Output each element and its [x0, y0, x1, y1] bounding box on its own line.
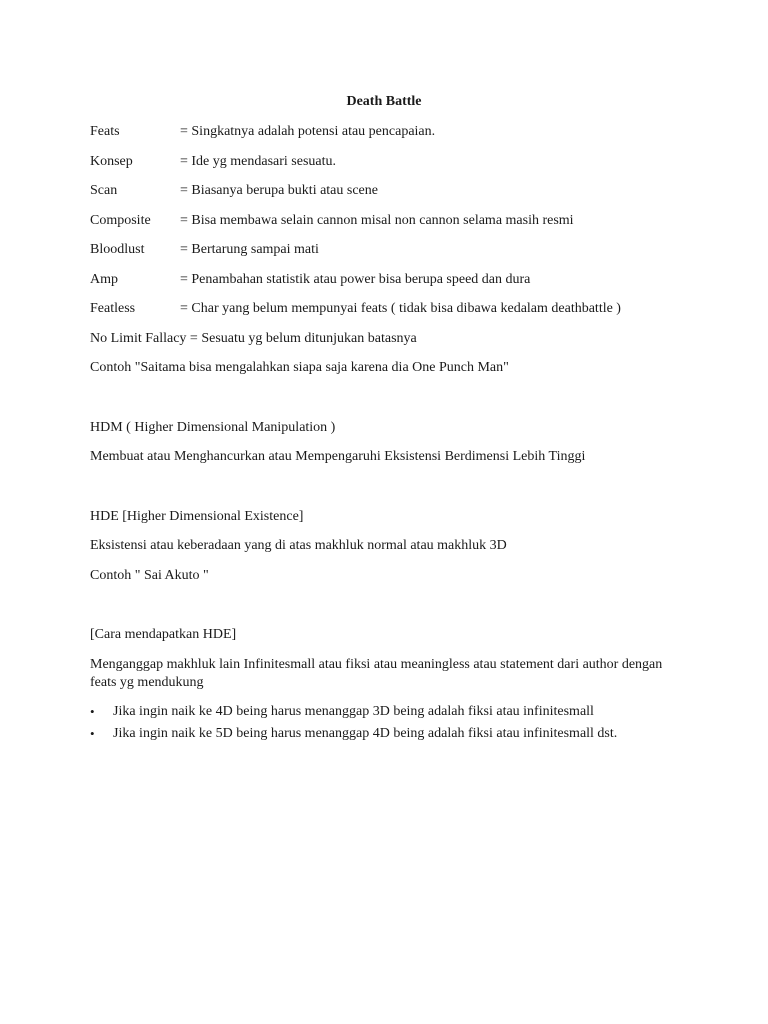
definition-term: Konsep	[90, 153, 133, 169]
definition-text: = Singkatnya adalah potensi atau pencapaian.	[180, 124, 436, 139]
hde-description: Eksistensi atau keberadaan yang di atas makhluk normal atau makhluk 3D	[90, 538, 507, 553]
hdm-heading: HDM ( Higher Dimensional Manipulation )	[90, 419, 336, 435]
definition-feats	[90, 123, 690, 141]
definition-scan	[90, 182, 690, 200]
list-item	[90, 703, 690, 721]
definition-text: = Biasanya berupa bukti atau scene	[180, 183, 378, 198]
list-item-text: Jika ingin naik ke 4D being harus menanggap 3D being adalah fiksi atau infinitesmall	[113, 704, 594, 719]
definition-term: Feats	[90, 124, 120, 139]
document-title: Death Battle	[346, 94, 422, 109]
definition-composite	[90, 212, 690, 230]
definition-text: = Bisa membawa selain cannon misal non cannon selama masih resmi	[180, 212, 574, 228]
list-item-text: Jika ingin naik ke 5D being harus menanggap 4D being adalah fiksi atau infinitesmall dst.	[113, 726, 618, 741]
definition-konsep	[90, 153, 690, 171]
definition-text: = Penambahan statistik atau power bisa berupa speed dan dura	[180, 271, 531, 287]
definition-term: Amp	[90, 271, 118, 287]
cara-heading: [Cara mendapatkan HDE]	[90, 627, 237, 642]
section-spacer	[90, 389, 690, 419]
definition-term: Featless	[90, 301, 136, 316]
no-limit-fallacy-line: No Limit Fallacy = Sesuatu yg belum ditunjukan batasnya	[90, 330, 417, 346]
definition-amp	[90, 271, 690, 289]
cara-description: Menganggap makhluk lain Infinitesmall atau fiksi atau meaningless atau statement dari author dengan feats yg mendukung	[90, 656, 663, 690]
cara-bullet-list	[90, 703, 690, 743]
definition-term: Scan	[90, 183, 118, 198]
hde-heading: HDE [Higher Dimensional Existence]	[90, 508, 304, 524]
hdm-description: Membuat atau Menghancurkan atau Mempengaruhi Eksistensi Berdimensi Lebih Tinggi	[90, 449, 586, 464]
hde-example: Contoh " Sai Akuto "	[90, 567, 209, 583]
definition-term: Composite	[90, 212, 151, 228]
definition-term: Bloodlust	[90, 242, 145, 257]
definition-featless	[90, 300, 690, 318]
definition-text: = Ide yg mendasari sesuatu.	[180, 153, 337, 169]
document-page	[90, 92, 690, 747]
section-spacer	[90, 596, 690, 626]
list-item	[90, 725, 690, 743]
definition-text: = Bertarung sampai mati	[180, 242, 319, 257]
section-spacer	[90, 478, 690, 508]
bullet-icon: •	[90, 726, 95, 741]
definition-text: = Char yang belum mempunyai feats ( tidak bisa dibawa kedalam deathbattle )	[180, 301, 621, 316]
definition-bloodlust	[90, 241, 690, 259]
bullet-icon: •	[90, 704, 95, 719]
example-saitama-line: Contoh "Saitama bisa mengalahkan siapa saja karena dia One Punch Man"	[90, 360, 509, 375]
